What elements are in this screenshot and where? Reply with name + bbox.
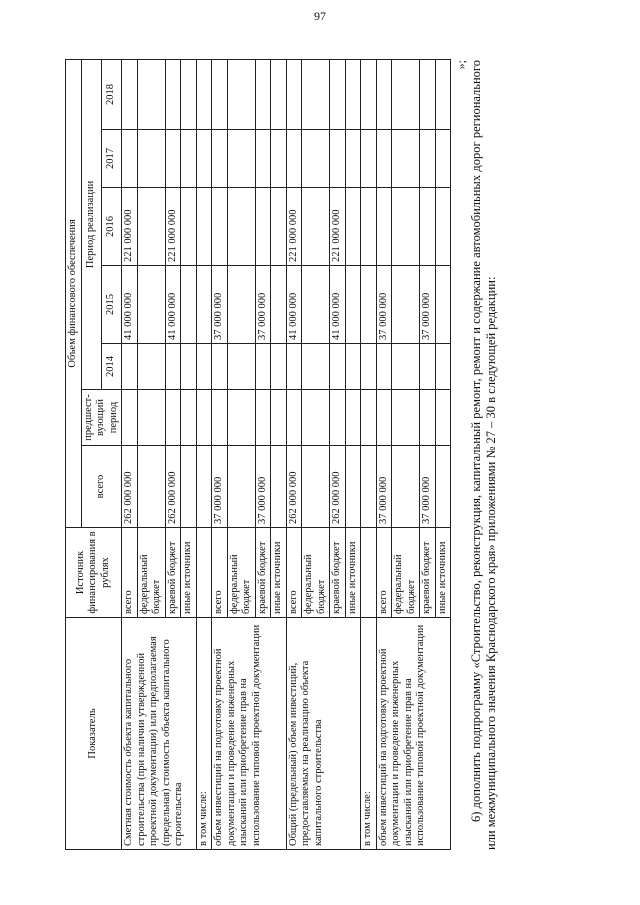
header-indicator: Показатель: [66, 618, 122, 850]
value-cell: [345, 266, 361, 344]
value-cell: 37 000 000: [212, 266, 228, 344]
header-previous: предшест-вующий период: [81, 390, 122, 446]
empty-cell: [361, 266, 377, 344]
empty-cell: [196, 446, 212, 528]
empty-cell: [361, 390, 377, 446]
header-period: Период реализации: [81, 59, 101, 389]
table-row: [286, 59, 302, 849]
value-cell: [286, 130, 302, 188]
value-cell: [435, 446, 451, 528]
value-cell: 37 000 000: [376, 446, 392, 528]
value-cell: [137, 390, 165, 446]
value-cell: [271, 446, 287, 528]
value-cell: [376, 130, 392, 188]
source-cell: всего: [286, 528, 302, 618]
value-cell: [137, 188, 165, 266]
indicator-cell: объем инвестиций на подготовку проектной документации и проведение инженерных изысканий или приобретение прав на использование типовой проектной документации: [212, 618, 287, 850]
value-cell: [286, 344, 302, 390]
value-cell: [212, 344, 228, 390]
table-row: [361, 59, 377, 849]
source-cell: иные источники: [435, 528, 451, 618]
value-cell: 37 000 000: [420, 446, 436, 528]
value-cell: [345, 130, 361, 188]
header-year: 2018: [101, 59, 121, 129]
header-year: 2016: [101, 188, 121, 266]
value-cell: [137, 266, 165, 344]
value-cell: [137, 344, 165, 390]
empty-cell: [361, 446, 377, 528]
value-cell: [435, 59, 451, 129]
value-cell: [302, 59, 330, 129]
value-cell: 221 000 000: [122, 188, 138, 266]
value-cell: [181, 446, 197, 528]
value-cell: [227, 188, 255, 266]
source-cell: краевой бюджет: [420, 528, 436, 618]
source-cell: иные источники: [271, 528, 287, 618]
empty-cell: [196, 344, 212, 390]
value-cell: [420, 130, 436, 188]
value-cell: [392, 446, 420, 528]
value-cell: [376, 344, 392, 390]
source-cell: всего: [376, 528, 392, 618]
table-row: [212, 59, 228, 849]
empty-cell: [196, 188, 212, 266]
value-cell: [227, 446, 255, 528]
value-cell: [376, 390, 392, 446]
empty-cell: [196, 59, 212, 129]
value-cell: [255, 344, 271, 390]
header-year: 2015: [101, 266, 121, 344]
value-cell: [376, 188, 392, 266]
value-cell: [345, 390, 361, 446]
header-source: Источник финансирования в рублях: [66, 528, 122, 618]
value-cell: [227, 344, 255, 390]
indicator-cell: в том числе:: [196, 618, 212, 850]
value-cell: [420, 344, 436, 390]
value-cell: [122, 390, 138, 446]
value-cell: [330, 390, 346, 446]
value-cell: [181, 188, 197, 266]
value-cell: [271, 344, 287, 390]
value-cell: [181, 130, 197, 188]
value-cell: [165, 130, 181, 188]
value-cell: 37 000 000: [376, 266, 392, 344]
value-cell: [212, 188, 228, 266]
header-volume: Объем финансового обеспечения: [66, 59, 82, 527]
source-cell: иные источники: [345, 528, 361, 618]
financing-table: [65, 59, 451, 850]
value-cell: [212, 130, 228, 188]
empty-cell: [361, 130, 377, 188]
value-cell: [435, 130, 451, 188]
value-cell: [255, 59, 271, 129]
empty-cell: [361, 59, 377, 129]
value-cell: [392, 188, 420, 266]
source-cell: федеральный бюджет: [137, 528, 165, 618]
value-cell: [330, 59, 346, 129]
value-cell: [302, 446, 330, 528]
value-cell: [271, 390, 287, 446]
source-cell: федеральный бюджет: [302, 528, 330, 618]
source-cell: краевой бюджет: [255, 528, 271, 618]
value-cell: [255, 130, 271, 188]
value-cell: [286, 59, 302, 129]
value-cell: [330, 130, 346, 188]
header-year: 2017: [101, 130, 121, 188]
value-cell: 262 000 000: [165, 446, 181, 528]
value-cell: [302, 266, 330, 344]
indicator-cell: в том числе:: [361, 618, 377, 850]
empty-cell: [361, 188, 377, 266]
value-cell: [165, 344, 181, 390]
table-row: [196, 59, 212, 849]
value-cell: 262 000 000: [330, 446, 346, 528]
value-cell: [392, 390, 420, 446]
value-cell: [420, 390, 436, 446]
value-cell: [122, 344, 138, 390]
value-cell: [165, 390, 181, 446]
value-cell: [435, 344, 451, 390]
source-cell: федеральный бюджет: [227, 528, 255, 618]
value-cell: [137, 446, 165, 528]
empty-cell: [361, 344, 377, 390]
empty-cell: [196, 130, 212, 188]
footer-paragraph: [469, 60, 499, 850]
value-cell: [227, 390, 255, 446]
value-cell: [420, 188, 436, 266]
value-cell: [181, 390, 197, 446]
value-cell: [345, 344, 361, 390]
header-total: всего: [81, 446, 122, 528]
value-cell: [271, 188, 287, 266]
value-cell: 262 000 000: [122, 446, 138, 528]
indicator-cell: Сметная стоимость объекта капитального строительства (при наличии утвержденной проектной документации) или предполагаемая (предельная) стоимость объекта капитального строительства: [122, 618, 197, 850]
value-cell: 37 000 000: [212, 446, 228, 528]
value-cell: [181, 344, 197, 390]
value-cell: 221 000 000: [330, 188, 346, 266]
value-cell: 41 000 000: [122, 266, 138, 344]
header-year: 2014: [101, 344, 121, 390]
value-cell: [212, 59, 228, 129]
value-cell: [302, 188, 330, 266]
value-cell: 262 000 000: [286, 446, 302, 528]
value-cell: [165, 59, 181, 129]
source-cell: иные источники: [181, 528, 197, 618]
value-cell: [392, 344, 420, 390]
value-cell: [376, 59, 392, 129]
value-cell: 221 000 000: [165, 188, 181, 266]
empty-cell: [196, 528, 212, 618]
value-cell: 37 000 000: [255, 266, 271, 344]
value-cell: [271, 266, 287, 344]
value-cell: 41 000 000: [330, 266, 346, 344]
indicator-cell: Общий (предельный) объем инвестиций, предоставляемых на реализацию объекта капитального строительства: [286, 618, 361, 850]
value-cell: 221 000 000: [286, 188, 302, 266]
value-cell: [435, 266, 451, 344]
value-cell: 37 000 000: [255, 446, 271, 528]
empty-cell: [196, 390, 212, 446]
value-cell: [286, 390, 302, 446]
value-cell: [345, 446, 361, 528]
empty-cell: [196, 266, 212, 344]
value-cell: [345, 59, 361, 129]
value-cell: 41 000 000: [286, 266, 302, 344]
value-cell: [271, 59, 287, 129]
value-cell: [137, 130, 165, 188]
source-cell: краевой бюджет: [330, 528, 346, 618]
value-cell: 41 000 000: [165, 266, 181, 344]
value-cell: [345, 188, 361, 266]
value-cell: [392, 266, 420, 344]
value-cell: [302, 130, 330, 188]
value-cell: [227, 266, 255, 344]
value-cell: 37 000 000: [420, 266, 436, 344]
indicator-cell: объем инвестиций на подготовку проектной документации и проведение инженерных изысканий или приобретение прав на использование типовой проектной документации: [376, 618, 451, 850]
value-cell: [212, 390, 228, 446]
value-cell: [122, 59, 138, 129]
value-cell: [255, 390, 271, 446]
source-cell: федеральный бюджет: [392, 528, 420, 618]
value-cell: [122, 130, 138, 188]
table-body: [122, 59, 451, 849]
value-cell: [392, 130, 420, 188]
value-cell: [302, 344, 330, 390]
value-cell: [181, 59, 197, 129]
value-cell: [302, 390, 330, 446]
value-cell: [271, 130, 287, 188]
source-cell: краевой бюджет: [165, 528, 181, 618]
closing-mark: »;: [454, 60, 468, 70]
value-cell: [137, 59, 165, 129]
page-number: 97: [314, 9, 326, 23]
value-cell: [420, 59, 436, 129]
source-cell: всего: [212, 528, 228, 618]
value-cell: [435, 188, 451, 266]
table-row: [376, 59, 392, 849]
footer-text: 6) дополнить подпрограмму «Строительство, реконструкция, капитальный ремонт, ремонт и содержание автомобильных дорог регионального или межмуниципального значения Краснодарского края» приложениями № 27 – 30 в следующей редакции:: [469, 60, 498, 850]
value-cell: [330, 344, 346, 390]
empty-cell: [361, 528, 377, 618]
value-cell: [392, 59, 420, 129]
value-cell: [255, 188, 271, 266]
value-cell: [227, 59, 255, 129]
rotated-page-content: [65, 60, 498, 850]
value-cell: [227, 130, 255, 188]
value-cell: [435, 390, 451, 446]
value-cell: [181, 266, 197, 344]
table-row: [122, 59, 138, 849]
source-cell: всего: [122, 528, 138, 618]
